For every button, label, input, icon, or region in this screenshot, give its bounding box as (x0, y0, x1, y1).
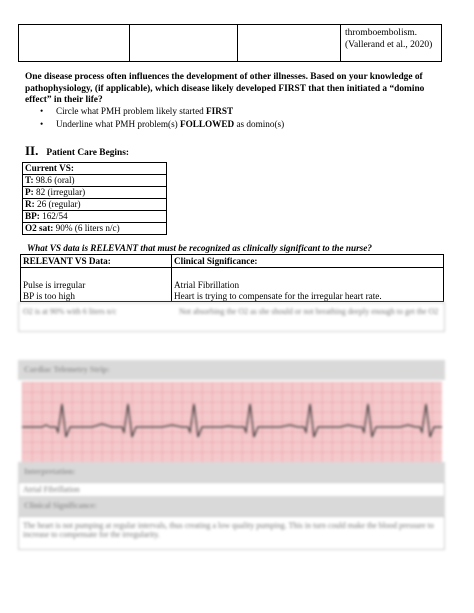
clinical-header-bar (18, 496, 445, 516)
vs-value: 98.6 (oral) (33, 175, 75, 185)
vs-label: R: (25, 199, 35, 209)
interpretation-header: Interpretation: (24, 467, 76, 476)
relevant-col-header: RELEVANT VS Data: (21, 255, 171, 268)
vs-row (23, 187, 167, 199)
vs-label: T: (25, 175, 34, 185)
bullet-text-after: as domino(s) (234, 118, 285, 129)
current-vs-table (22, 162, 167, 235)
relevant-line: Pulse is irregular (23, 280, 86, 290)
vs-row (23, 223, 167, 235)
interpretation-header-bar (18, 462, 445, 482)
vs-label: O2 sat: (25, 223, 54, 233)
vs-question: What VS data is RELEVANT that must be recognized as clinically significant to the nurse? (27, 243, 372, 253)
significance-col-body (172, 268, 443, 302)
top-table-last-cell: thromboembolism. (Vallerand et al., 2020) (345, 28, 433, 50)
telemetry-header: Cardiac Telemetry Strip: (24, 365, 110, 374)
interpretation-value: Atrial Fibrillation (23, 485, 80, 494)
current-vs-header: Current VS: (23, 163, 167, 175)
relevant-col-body (21, 268, 171, 302)
top-table-cell (19, 25, 130, 61)
relevant-vs-table (20, 254, 444, 302)
bullet-bold: FOLLOWED (180, 118, 235, 129)
section-heading (25, 143, 129, 159)
section-number: II. (25, 143, 39, 158)
telemetry-header-bar (18, 360, 445, 380)
blurred-row (18, 302, 445, 332)
clinical-text: The heart is not pumping at regular intervals, thus creating a low quality pumping. This in turn could make the blood pressure to increase to compensate for the irregularity. (23, 521, 434, 539)
vs-label: BP: (25, 211, 40, 221)
clinical-box (18, 516, 445, 550)
bullet-item-followed (40, 118, 284, 131)
top-table (18, 24, 442, 62)
blurred-content (18, 302, 445, 592)
ecg-strip-image (22, 382, 442, 462)
bullet-item-first (40, 105, 284, 118)
top-table-cell (130, 25, 238, 61)
vs-row (23, 175, 167, 187)
clinical-header: Clinical Significance: (24, 501, 97, 510)
significance-line: Heart is trying to compensate for the irregular heart rate. (174, 291, 382, 301)
significance-line: Atrial Fibrillation (174, 280, 240, 290)
vs-value: 162/54 (39, 211, 68, 221)
relevant-col (21, 255, 172, 301)
bullet-text: Circle what PMH problem likely started (56, 106, 207, 116)
section-title: Patient Care Begins: (46, 148, 130, 158)
top-table-cell (238, 25, 341, 61)
vs-row (23, 199, 167, 211)
vs-row (23, 211, 167, 223)
blurred-row-right: Not absorbing the O2 as she should or not breathing deeply enough to get the O2 (179, 307, 439, 316)
blurred-row-left: O2 is at 90% with 6 liters n/c (23, 307, 117, 316)
bullet-list (40, 105, 284, 130)
vs-value: 90% (6 liters n/c) (53, 223, 120, 233)
domino-question: One disease process often influences the development of other illnesses. Based on your knowledge of pathophysiology, (if applicable), which disease likely developed FIRST that then initiated a “domino effect” in their life? (25, 72, 425, 106)
vs-label: P: (25, 187, 34, 197)
relevant-line: BP is too high (23, 291, 75, 301)
bullet-bold: FIRST (206, 106, 234, 116)
vs-value: 82 (irregular) (33, 187, 86, 197)
significance-col (172, 255, 443, 301)
significance-col-header: Clinical Significance: (172, 255, 443, 268)
vs-value: 26 (regular) (34, 199, 81, 209)
bullet-text: Underline what PMH problem(s) (56, 118, 181, 129)
